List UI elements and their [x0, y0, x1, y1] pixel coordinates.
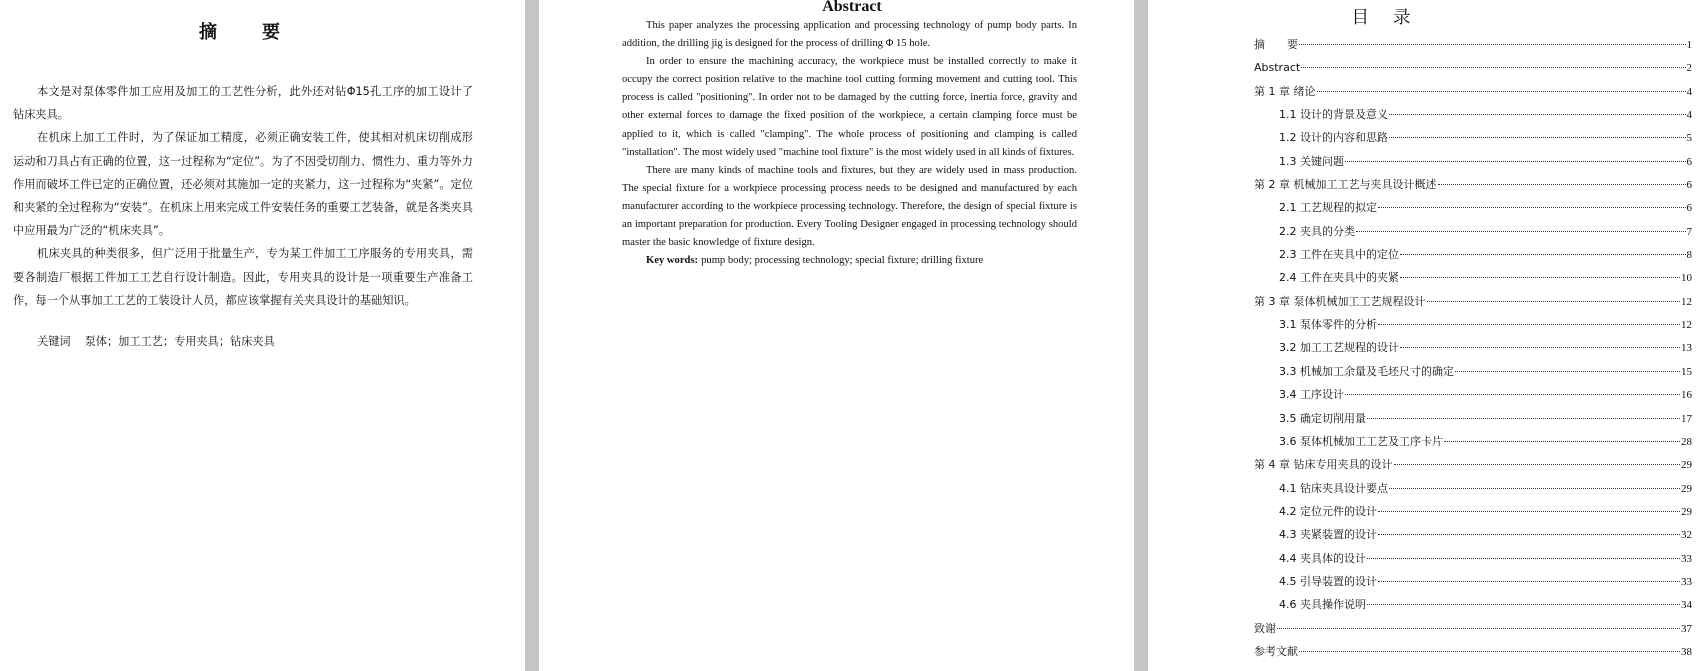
toc-entry-title: Abstract [1254, 61, 1301, 75]
toc-entry-title: 3.4 工序设计 [1279, 388, 1344, 402]
toc-entry-title: 第 1 章 绪论 [1254, 84, 1316, 98]
toc-leader-dots [1378, 533, 1680, 535]
toc-entry-title: 3.5 确定切削用量 [1279, 411, 1366, 425]
toc-entry-page: 13 [1681, 342, 1692, 355]
toc-entry[interactable] [1254, 220, 1692, 243]
toc-entry-page: 7 [1686, 225, 1692, 238]
toc-leader-dots [1455, 370, 1680, 372]
toc-leader-dots [1301, 66, 1685, 68]
toc-entry-title: 致谢 [1254, 621, 1276, 635]
toc-entry[interactable] [1254, 407, 1692, 430]
toc-entry-page: 37 [1681, 622, 1692, 635]
toc-entry[interactable] [1254, 640, 1692, 663]
abstract-body [622, 17, 1077, 270]
toc-entry-title: 4.5 引导装置的设计 [1279, 574, 1377, 588]
toc-entry-page: 28 [1681, 435, 1692, 448]
toc-entry-page: 15 [1681, 365, 1692, 378]
toc-entry[interactable] [1254, 56, 1692, 79]
toc-entry-title: 4.3 夹紧装置的设计 [1279, 528, 1377, 542]
toc-entry-title: 4.2 定位元件的设计 [1279, 504, 1377, 518]
toc-entry-title: 4.4 夹具体的设计 [1279, 551, 1366, 565]
toc-entry[interactable] [1254, 126, 1692, 149]
toc-entry-title: 2.2 夹具的分类 [1279, 224, 1355, 238]
toc-entry[interactable] [1254, 173, 1692, 196]
toc-entry[interactable] [1254, 290, 1692, 313]
keywords-label: 关键词 [37, 335, 71, 348]
page-title [0, 18, 480, 44]
toc-entry[interactable] [1254, 430, 1692, 453]
toc-entry[interactable] [1254, 103, 1692, 126]
toc-entry-page: 4 [1686, 109, 1692, 122]
toc-leader-dots [1378, 206, 1686, 208]
page-table-of-contents [1148, 0, 1705, 671]
toc-entry-title: 2.1 工艺规程的拟定 [1279, 201, 1377, 215]
title-char-1: 目 [1351, 8, 1369, 28]
toc-entry-page: 29 [1681, 459, 1692, 472]
toc-entry[interactable] [1254, 477, 1692, 500]
toc-entry-title: 1.2 设计的内容和思路 [1279, 131, 1388, 145]
toc-leader-dots [1394, 463, 1681, 465]
toc-leader-dots [1367, 603, 1680, 605]
toc-entry-page: 10 [1681, 272, 1692, 285]
paragraph: 在机床上加工工件时，为了保证加工精度，必须正确安装工件，使其相对机床切削成形运动和刀具占有正确的位置，这一过程称为“定位”。为了不因受切削力、惯性力、重力等外力作用而破坏工件已定的正确位置，还必须对其施加一定的夹紧力，这一过程称为“夹紧”。定位和夹紧的全过程称为“安装”。在机床上用来完成工件安装任务的重要工艺装备，就是各类夹具中应用最为广泛的“机床夹具”。 [13, 131, 473, 238]
page-gutter [525, 0, 539, 671]
page-english-abstract [539, 0, 1134, 671]
toc-leader-dots [1378, 580, 1680, 582]
toc-entry-page: 12 [1681, 319, 1692, 332]
toc-entry-title: 摘 要 [1254, 38, 1298, 51]
title-char-2: 录 [1393, 8, 1411, 28]
toc-entry[interactable] [1254, 243, 1692, 266]
toc-entry[interactable] [1254, 80, 1692, 103]
toc-entry-page: 2 [1686, 62, 1692, 75]
toc-entry-page: 12 [1681, 295, 1692, 308]
toc-leader-dots [1444, 440, 1680, 442]
toc-leader-dots [1389, 487, 1680, 489]
page-title [1148, 4, 1614, 29]
toc-entry[interactable] [1254, 383, 1692, 406]
toc-entry[interactable] [1254, 196, 1692, 219]
toc-leader-dots [1438, 183, 1686, 185]
toc-entry-title: 4.6 夹具操作说明 [1279, 598, 1366, 612]
toc-leader-dots [1345, 393, 1680, 395]
toc-entry[interactable] [1254, 33, 1692, 56]
toc-entry[interactable] [1254, 570, 1692, 593]
toc-entry-page: 17 [1681, 412, 1692, 425]
toc-leader-dots [1378, 323, 1680, 325]
toc-entry-title: 第 3 章 泵体机械加工工艺规程设计 [1254, 294, 1426, 308]
toc-entry-title: 1.1 设计的背景及意义 [1279, 108, 1388, 122]
toc-entry-page: 1 [1686, 39, 1692, 51]
toc-entry[interactable] [1254, 313, 1692, 336]
toc-leader-dots [1400, 276, 1680, 278]
toc-entry[interactable] [1254, 150, 1692, 173]
toc-leader-dots [1427, 300, 1681, 302]
toc-leader-dots [1356, 230, 1686, 232]
toc-entry[interactable] [1254, 500, 1692, 523]
toc-entry-title: 1.3 关键问题 [1279, 154, 1344, 168]
toc-entry-page: 32 [1681, 529, 1692, 542]
title-char-1: 摘 [199, 22, 218, 43]
page-chinese-abstract [0, 0, 525, 671]
title-char-2: 要 [262, 22, 281, 43]
toc-leader-dots [1299, 43, 1686, 45]
toc-list [1254, 33, 1692, 663]
toc-leader-dots [1400, 253, 1686, 255]
toc-leader-dots [1389, 113, 1686, 115]
toc-leader-dots [1389, 136, 1686, 138]
toc-entry-page: 29 [1681, 482, 1692, 495]
toc-entry-title: 3.1 泵体零件的分析 [1279, 318, 1377, 332]
toc-entry[interactable] [1254, 266, 1692, 289]
toc-entry-page: 4 [1686, 85, 1692, 98]
keywords-line [622, 252, 1077, 270]
toc-entry-page: 38 [1681, 645, 1692, 658]
keywords-text: pump body; processing technology; special fixture; drilling fixture [701, 255, 984, 267]
toc-entry[interactable] [1254, 523, 1692, 546]
toc-entry-page: 5 [1686, 132, 1692, 145]
abstract-body [13, 80, 473, 312]
toc-entry-page: 33 [1681, 552, 1692, 565]
toc-entry-page: 6 [1686, 179, 1692, 192]
toc-entry[interactable] [1254, 547, 1692, 570]
paragraph: There are many kinds of machine tools and fixtures, but they are widely used in mass production. The special fixture for a workpiece processing process needs to be designed and manufactured by each manufacturer according to the workpiece processing technology. Therefore, the design of special fixture is an important preparation for production. Every Tooling Designer engaged in processing technology should master the basic knowledge of fixture design. [622, 164, 1077, 249]
toc-entry-title: 3.6 泵体机械加工工艺及工序卡片 [1279, 434, 1443, 448]
toc-entry[interactable] [1254, 453, 1692, 476]
toc-leader-dots [1277, 627, 1680, 629]
paragraph: 机床夹具的种类很多，但广泛用于批量生产，专为某工件加工工序服务的专用夹具，需要各制造厂根据工件加工工艺自行设计制造。因此，专用夹具的设计是一项重要生产准备工作，每一个从事加工工艺的工装设计人员，都应该掌握有关夹具设计的基础知识。 [13, 247, 473, 307]
toc-entry-page: 8 [1686, 249, 1692, 262]
toc-entry[interactable] [1254, 617, 1692, 640]
toc-entry-title: 3.2 加工工艺规程的设计 [1279, 341, 1399, 355]
toc-entry-title: 3.3 机械加工余量及毛坯尺寸的确定 [1279, 364, 1454, 378]
toc-entry[interactable] [1254, 593, 1692, 616]
keywords-label: Key words: [646, 255, 699, 267]
keywords-text: 泵体；加工工艺；专用夹具；钻床夹具 [84, 335, 275, 348]
toc-leader-dots [1378, 510, 1680, 512]
toc-entry-page: 29 [1681, 505, 1692, 518]
toc-entry-page: 6 [1686, 155, 1692, 168]
toc-entry[interactable] [1254, 360, 1692, 383]
paragraph: 本文是对泵体零件加工应用及加工的工艺性分析，此外还对钻Φ15孔工序的加工设计了钻床夹具。 [13, 85, 473, 122]
paragraph: In order to ensure the machining accuracy, the workpiece must be installed correctly to make it occupy the correct position relative to the machine tool cutting forming movement and cutting tool. This process is called "positioning". In order not to be damaged by the cutting force, inertia force, gravity and other external forces to damage the fixed position of the workpiece, a certain clamping force must be applied to it, which is called "clamping". The whole process of positioning and clamping is called "installation". The most widely used "machine tool fixture" is the most widely used in all kinds of fixtures. [622, 56, 1077, 158]
keywords-line [37, 333, 275, 349]
toc-entry-page: 34 [1681, 599, 1692, 612]
toc-entry-page: 16 [1681, 389, 1692, 402]
toc-leader-dots [1367, 557, 1680, 559]
toc-entry-page: 6 [1686, 202, 1692, 215]
toc-entry-title: 第 2 章 机械加工工艺与夹具设计概述 [1254, 178, 1437, 192]
paragraph: This paper analyzes the processing application and processing technology of pump body parts. In addition, the drilling jig is designed for the process of drilling Φ 15 hole. [622, 20, 1077, 50]
toc-leader-dots [1367, 417, 1680, 419]
toc-leader-dots [1400, 346, 1680, 348]
toc-entry-title: 参考文献 [1254, 644, 1298, 658]
toc-entry-page: 33 [1681, 575, 1692, 588]
page-title: Abstract [822, 0, 882, 15]
toc-entry-title: 4.1 钻床夹具设计要点 [1279, 481, 1388, 495]
toc-leader-dots [1345, 160, 1686, 162]
toc-entry-title: 2.4 工件在夹具中的夹紧 [1279, 271, 1399, 285]
toc-entry-title: 2.3 工件在夹具中的定位 [1279, 248, 1399, 262]
toc-entry-title: 第 4 章 钻床专用夹具的设计 [1254, 458, 1393, 472]
toc-leader-dots [1299, 650, 1680, 652]
toc-entry[interactable] [1254, 336, 1692, 359]
page-gutter [1134, 0, 1148, 671]
toc-leader-dots [1317, 90, 1686, 92]
